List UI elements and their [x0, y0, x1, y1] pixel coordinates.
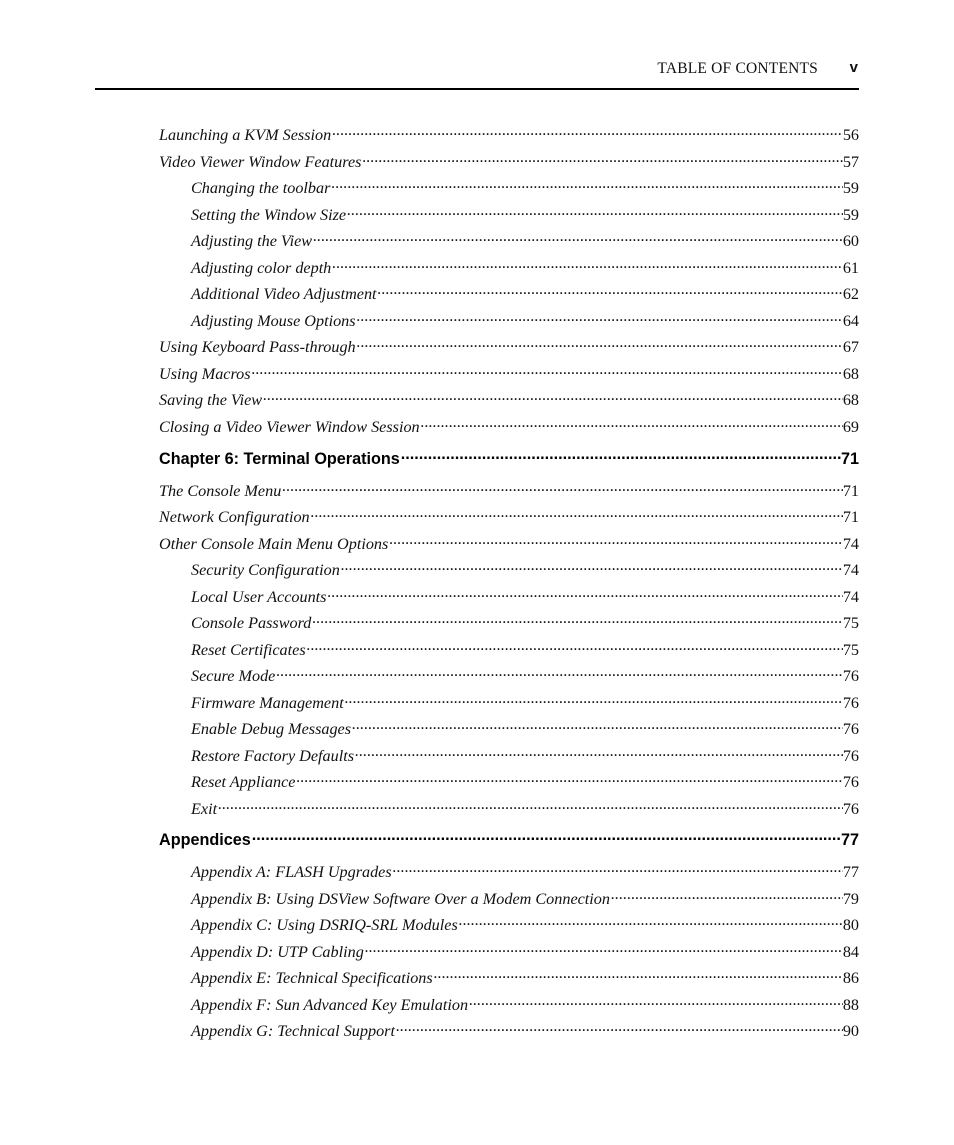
toc-entry-label: Restore Factory Defaults [159, 747, 354, 765]
toc-entry-page: 75 [842, 641, 859, 659]
toc-leader-dots [311, 610, 842, 628]
toc-leader-dots [388, 531, 843, 549]
toc-entry-label: Network Configuration [159, 508, 310, 526]
toc-entry[interactable] [159, 149, 859, 171]
toc-entry-label: Launching a KVM Session [159, 126, 332, 144]
toc-leader-dots [610, 886, 843, 904]
toc-leader-dots [306, 637, 843, 655]
toc-entry-page: 71 [840, 450, 859, 468]
toc-leader-dots [392, 859, 843, 877]
toc-entry[interactable] [159, 637, 859, 659]
toc-entry-label: Exit [159, 800, 217, 818]
toc-leader-dots [400, 446, 841, 464]
toc-entry-label: Video Viewer Window Features [159, 153, 362, 171]
toc-leader-dots [377, 281, 843, 299]
toc-entry-label: Setting the Window Size [159, 206, 346, 224]
toc-entry-page: 79 [842, 890, 859, 908]
toc-leader-dots [468, 992, 843, 1010]
toc-entry-page: 62 [842, 285, 859, 303]
toc-leader-dots [356, 308, 843, 326]
toc-entry-page: 76 [842, 720, 859, 738]
toc-entry-page: 77 [840, 831, 859, 849]
toc-leader-dots [295, 769, 842, 787]
toc-entry-label: Firmware Management [159, 694, 344, 712]
toc-leader-dots [344, 690, 843, 708]
header-page-number: v [849, 59, 858, 76]
running-header [96, 58, 858, 80]
toc-entry[interactable] [159, 796, 859, 818]
toc-entry[interactable] [159, 663, 859, 685]
toc-leader-dots [217, 796, 843, 814]
toc-entry-page: 74 [842, 588, 859, 606]
toc-leader-dots [262, 387, 843, 405]
toc-entry-label: Console Password [159, 614, 311, 632]
toc-entry[interactable] [159, 769, 859, 791]
toc-leader-dots [251, 361, 843, 379]
toc-entry-page: 71 [842, 508, 859, 526]
toc-leader-dots [312, 228, 843, 246]
header-rule [95, 88, 859, 90]
toc-entry-page: 61 [842, 259, 859, 277]
toc-leader-dots [326, 584, 842, 602]
toc-entry[interactable] [159, 478, 859, 500]
toc-entry-page: 69 [842, 418, 859, 436]
toc-entry-label: Secure Mode [159, 667, 275, 685]
toc-entry[interactable] [159, 281, 859, 303]
toc-entry[interactable] [159, 175, 859, 197]
toc-entry-label: Appendix A: FLASH Upgrades [159, 863, 392, 881]
toc-entry-label: Additional Video Adjustment [159, 285, 377, 303]
toc-entry-label: Other Console Main Menu Options [159, 535, 389, 553]
toc-entry-label: Adjusting the View [159, 232, 312, 250]
toc-entry-page: 76 [842, 747, 859, 765]
toc-entry[interactable] [159, 1018, 859, 1040]
toc-entry-label: Saving the View [159, 391, 263, 409]
toc-leader-dots [458, 912, 843, 930]
toc-entry-page: 68 [842, 391, 859, 409]
toc-entry-page: 86 [842, 969, 859, 987]
toc-leader-dots [251, 827, 841, 845]
toc-entry-label: Enable Debug Messages [159, 720, 351, 738]
toc-leader-dots [331, 255, 843, 273]
toc-entry[interactable] [159, 228, 859, 250]
toc-entry-label: Appendix G: Technical Support [159, 1022, 395, 1040]
toc-leader-dots [361, 149, 842, 167]
toc-entry[interactable] [159, 992, 859, 1014]
toc-leader-dots [340, 557, 843, 575]
toc-entry-page: 67 [842, 338, 859, 356]
toc-entry-label: Appendix B: Using DSView Software Over a Modem Connection [159, 890, 610, 908]
toc-entry-page: 68 [842, 365, 859, 383]
toc-entry-label: Chapter 6: Terminal Operations [159, 450, 400, 468]
toc-entry[interactable] [159, 255, 859, 277]
toc-entry[interactable] [159, 414, 859, 436]
toc-entry-label: Appendix D: UTP Cabling [159, 943, 364, 961]
toc-leader-dots [275, 663, 842, 681]
toc-entry[interactable] [159, 531, 859, 553]
toc-leader-dots [420, 414, 843, 432]
toc-entry-page: 76 [842, 667, 859, 685]
toc-chapter-entry[interactable] [159, 446, 859, 468]
toc-entry[interactable] [159, 557, 859, 579]
toc-entry[interactable] [159, 387, 859, 409]
toc-entry-label: Security Configuration [159, 561, 340, 579]
toc-entry[interactable] [159, 584, 859, 606]
toc-leader-dots [351, 716, 843, 734]
toc-entry-label: Closing a Video Viewer Window Session [159, 418, 420, 436]
toc-entry-label: Appendix E: Technical Specifications [159, 969, 433, 987]
toc-entry-page: 76 [842, 800, 859, 818]
toc-entry-page: 60 [842, 232, 859, 250]
toc-entry[interactable] [159, 361, 859, 383]
toc-entry[interactable] [159, 122, 859, 144]
toc-entry-page: 71 [842, 482, 859, 500]
toc-entry-page: 80 [842, 916, 859, 934]
toc-entry-label: Adjusting color depth [159, 259, 331, 277]
toc-entry[interactable] [159, 504, 859, 526]
toc-entry-label: The Console Menu [159, 482, 282, 500]
toc-entry-page: 76 [842, 694, 859, 712]
toc-entry[interactable] [159, 743, 859, 765]
toc-leader-dots [354, 743, 843, 761]
toc-entry[interactable] [159, 308, 859, 330]
toc-entry-label: Changing the toolbar [159, 179, 330, 197]
toc-entry-page: 56 [842, 126, 859, 144]
toc-leader-dots [330, 175, 842, 193]
header-title: TABLE OF CONTENTS [657, 60, 818, 77]
toc-leader-dots [395, 1018, 843, 1036]
toc-leader-dots [433, 965, 843, 983]
toc-leader-dots [356, 334, 843, 352]
toc-entry-page: 77 [842, 863, 859, 881]
toc-entry-page: 84 [842, 943, 859, 961]
toc-entry-page: 75 [842, 614, 859, 632]
toc-leader-dots [364, 939, 843, 957]
toc-leader-dots [346, 202, 843, 220]
toc-entry-page: 64 [842, 312, 859, 330]
toc-entry[interactable] [159, 965, 859, 987]
toc-entry[interactable] [159, 859, 859, 881]
toc-entry[interactable] [159, 202, 859, 224]
toc-entry-page: 76 [842, 773, 859, 791]
toc-entry[interactable] [159, 690, 859, 712]
toc-entry-label: Appendix C: Using DSRIQ-SRL Modules [159, 916, 458, 934]
toc-entry[interactable] [159, 939, 859, 961]
toc-entry-page: 57 [842, 153, 859, 171]
toc-entry-label: Appendices [159, 831, 251, 849]
toc-leader-dots [281, 478, 843, 496]
toc-entry-page: 74 [842, 561, 859, 579]
toc-entry-page: 88 [842, 996, 859, 1014]
toc-entry-label: Appendix F: Sun Advanced Key Emulation [159, 996, 468, 1014]
toc-entry-page: 90 [842, 1022, 859, 1040]
toc-entry-page: 74 [842, 535, 859, 553]
toc-entry-label: Using Keyboard Pass-through [159, 338, 356, 356]
toc-leader-dots [331, 122, 843, 140]
toc-entry-label: Reset Certificates [159, 641, 306, 659]
toc-entry-page: 59 [842, 179, 859, 197]
toc-leader-dots [310, 504, 843, 522]
toc-entry[interactable] [159, 334, 859, 356]
toc-entry[interactable] [159, 716, 859, 738]
toc-chapter-entry[interactable] [159, 827, 859, 849]
toc-entry-label: Local User Accounts [159, 588, 326, 606]
toc-entry[interactable] [159, 912, 859, 934]
toc-entry-label: Adjusting Mouse Options [159, 312, 356, 330]
toc-entry-page: 59 [842, 206, 859, 224]
toc-entry-label: Reset Appliance [159, 773, 295, 791]
toc-entry[interactable] [159, 886, 859, 908]
toc-entry[interactable] [159, 610, 859, 632]
toc-entry-label: Using Macros [159, 365, 251, 383]
